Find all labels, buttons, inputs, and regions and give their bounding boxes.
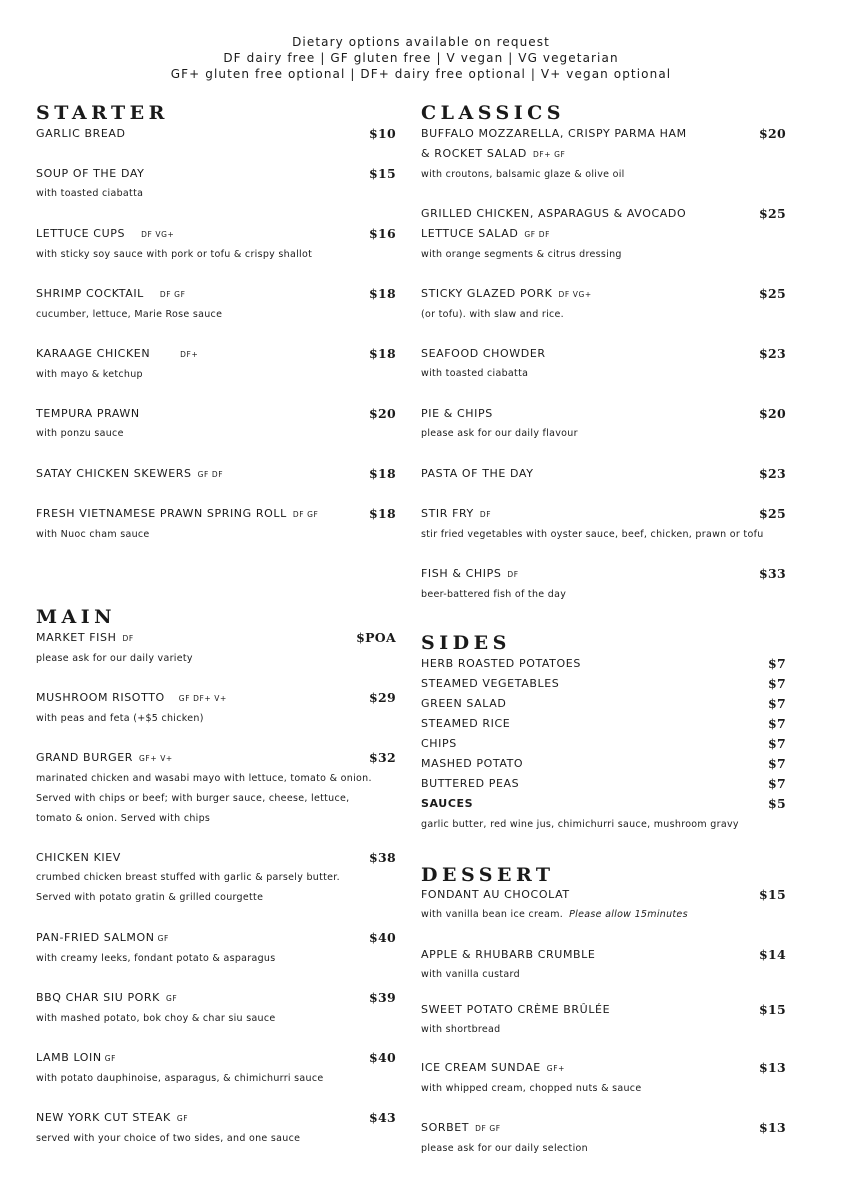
item-description: with croutons, balsamic glaze & olive oil — [421, 169, 625, 180]
dietary-tags: DF — [122, 634, 134, 643]
item-name — [36, 748, 396, 769]
item-name-text: ICE CREAM SUNDAE — [421, 1061, 541, 1074]
item-name — [36, 464, 396, 485]
menu-item — [36, 344, 396, 385]
item-name — [36, 284, 396, 305]
item-name-text: GRILLED CHICKEN, ASPARAGUS & AVOCADO — [421, 207, 687, 220]
item-name — [36, 164, 396, 184]
menu-item — [421, 564, 786, 605]
item-price: $25 — [759, 206, 786, 221]
item-description: crumbed chicken breast stuffed with garlic & parsely butter. — [36, 872, 340, 883]
item-description: with Nuoc cham sauce — [36, 529, 150, 540]
item-price: $23 — [759, 466, 786, 481]
side-price: $5 — [768, 796, 786, 811]
item-note: Please allow 15minutes — [569, 909, 688, 920]
dietary-tags: GF DF — [197, 470, 224, 479]
menu-item — [36, 284, 396, 325]
item-description: with potato dauphinoise, asparagus, & chimichurri sauce — [36, 1073, 324, 1084]
side-name: CHIPS — [421, 737, 457, 750]
item-description: Served with chips or beef; with burger sauce, cheese, lettuce, — [36, 793, 350, 804]
dietary-tags: DF GF — [292, 510, 319, 519]
item-description: with toasted ciabatta — [421, 368, 529, 379]
dietary-tags: GF — [166, 994, 178, 1003]
item-price: $23 — [759, 346, 786, 361]
item-price: $15 — [369, 166, 396, 181]
item-name-line-2 — [421, 144, 786, 165]
item-name — [421, 124, 786, 144]
item-name — [421, 945, 786, 965]
side-item — [421, 794, 786, 814]
side-item — [421, 694, 786, 714]
dietary-tags: GF DF — [524, 230, 550, 239]
item-description: cucumber, lettuce, Marie Rose sauce — [36, 309, 223, 320]
item-name-text: KARAAGE CHICKEN — [36, 347, 151, 360]
item-name-text: GARLIC BREAD — [36, 127, 126, 140]
item-name — [36, 404, 396, 424]
menu-item — [421, 464, 786, 484]
item-price: $15 — [759, 887, 786, 902]
item-name-text: LETTUCE CUPS — [36, 227, 126, 240]
item-description: with sticky soy sauce with pork or tofu & crispy shallot — [36, 249, 313, 260]
dietary-tags: GF+ — [546, 1064, 565, 1073]
item-description: served with your choice of two sides, and one sauce — [36, 1133, 301, 1144]
item-price: $16 — [369, 226, 396, 241]
sauces-description: garlic butter, red wine jus, chimichurri sauce, mushroom gravy — [421, 819, 739, 830]
item-name — [36, 1048, 396, 1069]
item-name — [36, 848, 396, 868]
item-description: stir fried vegetables with oyster sauce, beef, chicken, prawn or tofu — [421, 529, 764, 540]
menu-item — [36, 124, 396, 144]
item-price: $14 — [759, 947, 786, 962]
side-name: GREEN SALAD — [421, 697, 507, 710]
item-name-text: STICKY GLAZED PORK — [421, 287, 553, 300]
item-name — [36, 688, 396, 709]
item-name-text: MARKET FISH — [36, 631, 117, 644]
item-name — [421, 564, 786, 585]
item-description: with whipped cream, chopped nuts & sauce — [421, 1083, 642, 1094]
item-name-text: CHICKEN KIEV — [36, 851, 121, 864]
item-price: $32 — [369, 750, 396, 765]
item-name-text: LAMB LOIN — [36, 1051, 102, 1064]
item-price: $29 — [369, 690, 396, 705]
side-item — [421, 774, 786, 794]
dietary-tags: DF VG+ — [141, 230, 175, 239]
item-name-text: SHRIMP COCKTAIL — [36, 287, 144, 300]
side-price: $7 — [768, 736, 786, 751]
item-name-text: PAN-FRIED SALMON — [36, 931, 155, 944]
menu-item — [36, 1108, 396, 1149]
menu-item — [421, 1058, 786, 1099]
item-description: with vanilla custard — [421, 969, 520, 980]
item-name — [421, 1000, 786, 1020]
main-title: MAIN — [36, 606, 117, 628]
item-description: with orange segments & citrus dressing — [421, 249, 622, 260]
item-name — [421, 464, 786, 484]
side-price: $7 — [768, 696, 786, 711]
item-price: $18 — [369, 506, 396, 521]
item-description: with creamy leeks, fondant potato & asparagus — [36, 953, 276, 964]
item-price: $40 — [369, 1050, 396, 1065]
item-name-text: APPLE & RHUBARB CRUMBLE — [421, 948, 596, 961]
sides-title: SIDES — [421, 632, 511, 654]
item-price: $18 — [369, 286, 396, 301]
item-description: with mayo & ketchup — [36, 369, 143, 380]
menu-item — [36, 988, 396, 1029]
menu-item — [421, 885, 786, 925]
desc-text: with vanilla bean ice cream. — [421, 909, 564, 920]
item-name — [36, 344, 396, 365]
menu-item — [421, 284, 786, 325]
dietary-tags: GF — [176, 1114, 189, 1123]
item-name-text: BUFFALO MOZZARELLA, CRISPY PARMA HAM — [421, 127, 687, 140]
item-name — [36, 928, 396, 949]
item-description: with shortbread — [421, 1024, 501, 1035]
item-description: with ponzu sauce — [36, 428, 124, 439]
dietary-tags: GF+ V+ — [139, 754, 173, 763]
starter-title: STARTER — [36, 102, 169, 124]
menu-item — [421, 124, 786, 185]
side-price: $7 — [768, 656, 786, 671]
item-name — [36, 124, 396, 144]
side-price: $7 — [768, 776, 786, 791]
item-price: $33 — [759, 566, 786, 581]
menu-item — [36, 164, 396, 204]
item-description: beer-battered fish of the day — [421, 589, 567, 600]
item-description: please ask for our daily variety — [36, 653, 193, 664]
item-name — [421, 1118, 786, 1139]
item-name-text: PASTA OF THE DAY — [421, 467, 534, 480]
menu-item — [421, 1118, 786, 1159]
item-name — [36, 224, 396, 245]
item-name-text: PIE & CHIPS — [421, 407, 493, 420]
dietary-line-3: GF+ gluten free optional | DF+ dairy free optional | V+ vegan optional — [170, 67, 672, 81]
item-name — [421, 284, 786, 305]
side-item — [421, 734, 786, 754]
side-name: STEAMED RICE — [421, 717, 511, 730]
item-name — [36, 1108, 396, 1129]
dietary-tags: GF — [157, 934, 169, 943]
item-description: Served with potato gratin & grilled courgette — [36, 892, 264, 903]
item-description: (or tofu). with slaw and rice. — [421, 309, 564, 320]
menu-item — [421, 344, 786, 384]
item-price: $43 — [369, 1110, 396, 1125]
item-name-text: SWEET POTATO CRÈME BRÛLÉE — [421, 1003, 611, 1016]
dietary-tags: DF — [479, 510, 492, 519]
item-description: please ask for our daily flavour — [421, 428, 578, 439]
menu-item — [36, 928, 396, 969]
side-price: $7 — [768, 676, 786, 691]
item-name-text: FONDANT AU CHOCOLAT — [421, 888, 570, 901]
side-item — [421, 654, 786, 674]
item-name — [421, 344, 786, 364]
menu-item — [421, 204, 786, 265]
item-name-text: BBQ CHAR SIU PORK — [36, 991, 160, 1004]
item-name-text: STIR FRY — [421, 507, 474, 520]
side-item — [421, 754, 786, 774]
menu-item — [36, 224, 396, 265]
item-name-text: SEAFOOD CHOWDER — [421, 347, 546, 360]
side-price: $7 — [768, 716, 786, 731]
item-name — [421, 1058, 786, 1079]
side-name: STEAMED VEGETABLES — [421, 677, 560, 690]
item-name-text: SATAY CHICKEN SKEWERS — [36, 467, 192, 480]
item-name-text: FRESH VIETNAMESE PRAWN SPRING ROLL — [36, 507, 287, 520]
item-name-line-2 — [421, 224, 786, 245]
dietary-line-1: Dietary options available on request — [292, 35, 550, 49]
item-price: $20 — [759, 406, 786, 421]
side-name: BUTTERED PEAS — [421, 777, 520, 790]
item-price: $18 — [369, 466, 396, 481]
dietary-tags: DF+ GF — [532, 150, 566, 159]
item-price: $39 — [369, 990, 396, 1005]
item-name — [421, 404, 786, 424]
menu-item — [36, 464, 396, 485]
menu-item — [36, 748, 396, 829]
side-name: MASHED POTATO — [421, 757, 524, 770]
dietary-tags: GF — [104, 1054, 117, 1063]
item-price: $38 — [369, 850, 396, 865]
side-price: $7 — [768, 756, 786, 771]
item-name-text: & ROCKET SALAD — [421, 147, 527, 160]
item-name-text: GRAND BURGER — [36, 751, 133, 764]
item-price: $18 — [369, 346, 396, 361]
menu-item — [421, 404, 786, 444]
menu-item — [421, 945, 786, 985]
item-price: $10 — [369, 126, 396, 141]
dietary-tags: DF+ — [180, 350, 199, 359]
item-name-text: SORBET — [421, 1121, 470, 1134]
dietary-tags: DF — [507, 570, 519, 579]
item-name-text: FISH & CHIPS — [421, 567, 502, 580]
dietary-tags: DF GF — [159, 290, 186, 299]
menu-item — [36, 688, 396, 729]
item-description: with toasted ciabatta — [36, 188, 144, 199]
dietary-legend — [0, 34, 842, 82]
dietary-tags: DF VG+ — [558, 290, 592, 299]
item-price: $25 — [759, 506, 786, 521]
menu-item — [36, 504, 396, 545]
side-item — [421, 674, 786, 694]
dietary-tags: DF GF — [475, 1124, 501, 1133]
menu-item — [36, 628, 396, 669]
item-price: $20 — [759, 126, 786, 141]
side-name: HERB ROASTED POTATOES — [421, 657, 581, 670]
item-description: tomato & onion. Served with chips — [36, 813, 211, 824]
dessert-title: DESSERT — [421, 864, 555, 886]
item-price: $25 — [759, 286, 786, 301]
dietary-line-2: DF dairy free | GF gluten free | V vegan | VG vegetarian — [223, 51, 619, 65]
item-name — [421, 885, 786, 905]
menu-item — [421, 1000, 786, 1040]
item-price: $13 — [759, 1060, 786, 1075]
item-name-text: MUSHROOM RISOTTO — [36, 691, 165, 704]
item-description: with mashed potato, bok choy & char siu sauce — [36, 1013, 276, 1024]
item-price: $15 — [759, 1002, 786, 1017]
item-name-text: SOUP OF THE DAY — [36, 167, 145, 180]
item-name — [421, 504, 786, 525]
item-name — [36, 988, 396, 1009]
menu-item — [421, 504, 786, 545]
menu-item — [36, 404, 396, 444]
item-description — [421, 905, 786, 925]
item-description: marinated chicken and wasabi mayo with lettuce, tomato & onion. — [36, 773, 372, 784]
item-price: $20 — [369, 406, 396, 421]
side-name: SAUCES — [421, 797, 474, 810]
item-name — [36, 504, 396, 525]
item-price: $13 — [759, 1120, 786, 1135]
item-name — [36, 628, 396, 649]
item-name-text: LETTUCE SALAD — [421, 227, 519, 240]
item-name — [421, 204, 786, 224]
dietary-tags: GF DF+ V+ — [178, 694, 227, 703]
menu-item — [36, 848, 396, 908]
item-description: with peas and feta (+$5 chicken) — [36, 713, 204, 724]
side-item — [421, 714, 786, 734]
classics-title: CLASSICS — [421, 102, 565, 124]
item-price: $POA — [356, 630, 396, 645]
menu-item — [36, 1048, 396, 1089]
item-name-text: TEMPURA PRAWN — [36, 407, 140, 420]
item-description: please ask for our daily selection — [421, 1143, 588, 1154]
item-name-text: NEW YORK CUT STEAK — [36, 1111, 171, 1124]
item-price: $40 — [369, 930, 396, 945]
